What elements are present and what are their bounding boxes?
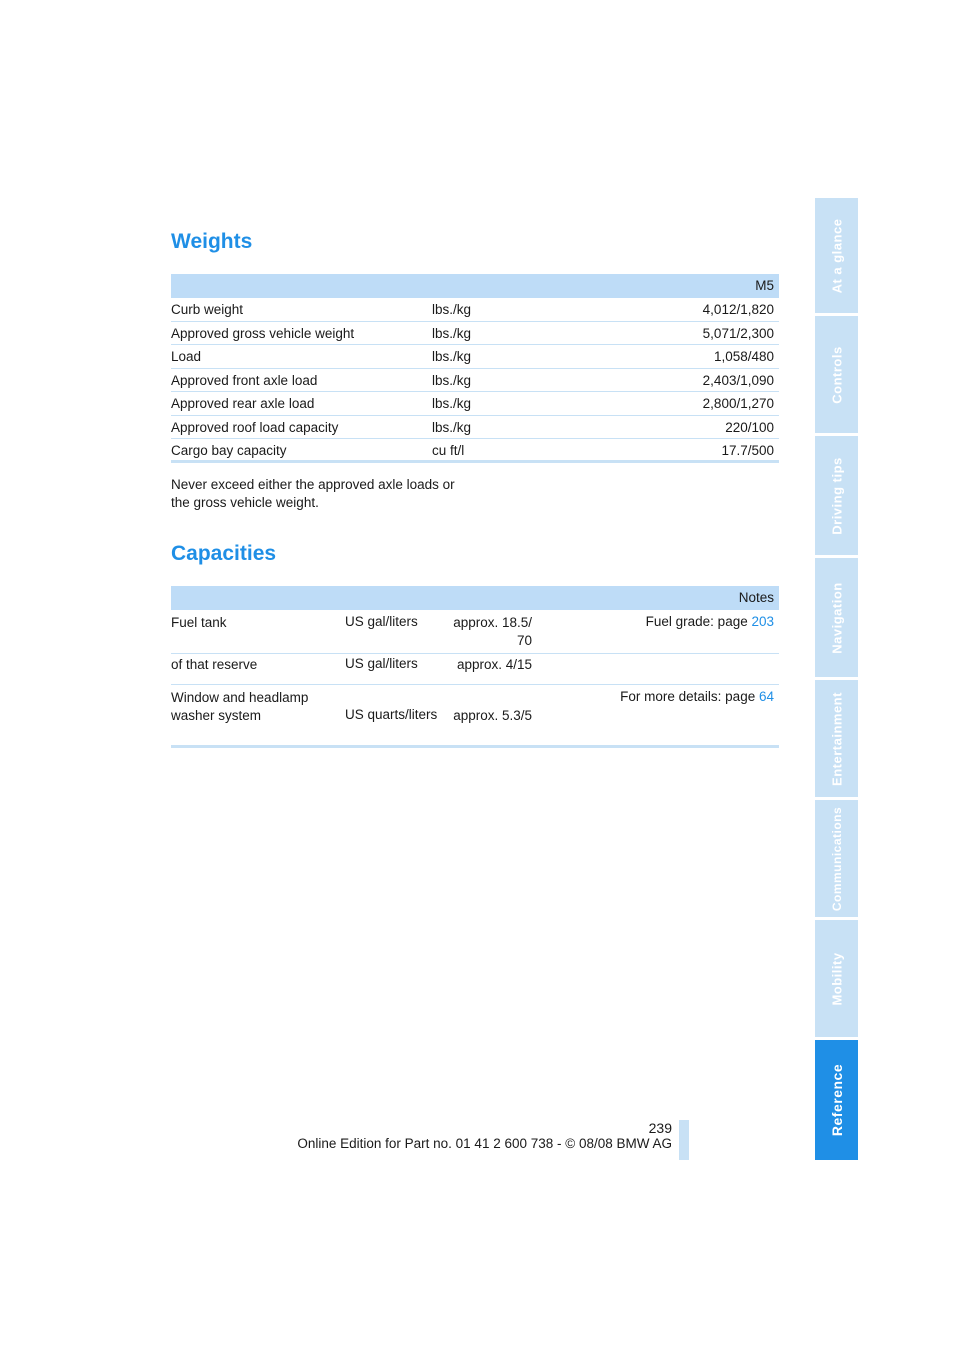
side-tab-reference[interactable] <box>815 1040 858 1160</box>
side-tab-label: Reference <box>828 1063 845 1137</box>
side-tab-controls[interactable] <box>815 316 858 433</box>
row-amount: approx. 5.3/5 <box>453 708 532 723</box>
side-tab-entertainment[interactable] <box>815 680 858 797</box>
row-amount <box>453 614 532 650</box>
table-row <box>171 439 779 463</box>
side-tab-driving-tips[interactable] <box>815 436 858 555</box>
page-link[interactable]: 64 <box>758 689 774 704</box>
weights-note <box>171 476 471 512</box>
weights-note-line2: the gross vehicle weight. <box>171 495 319 510</box>
edition-line: Online Edition for Part no. 01 41 2 600 738 - © 08/08 BMW AG <box>297 1136 672 1151</box>
row-unit: lbs./kg <box>432 372 472 388</box>
row-label: Approved roof load capacity <box>171 419 339 435</box>
capacities-heading: Capacities <box>171 542 277 565</box>
row-label: Load <box>171 349 202 364</box>
weights-heading: Weights <box>171 230 253 253</box>
side-tab-label: Mobility <box>829 951 844 1006</box>
weights-note-line1: Never exceed either the approved axle loads or <box>171 477 455 492</box>
row-label: Approved gross vehicle weight <box>171 325 355 341</box>
capacities-column-header: Notes <box>171 586 779 610</box>
row-label <box>171 689 308 725</box>
row-note <box>646 614 774 629</box>
side-tab-communications[interactable] <box>815 800 858 917</box>
table-row <box>171 610 779 654</box>
row-value: 5,071/2,300 <box>702 325 774 341</box>
capacities-table <box>171 586 779 748</box>
row-amount-line1: approx. 18.5/ <box>453 615 532 630</box>
row-note-text: For more details: page <box>620 689 759 704</box>
row-label-line1: Window and headlamp <box>171 690 309 705</box>
row-amount: approx. 4/15 <box>456 657 532 672</box>
row-value: 2,800/1,270 <box>702 396 774 411</box>
side-tab-label: At a glance <box>829 218 844 293</box>
row-label: Approved front axle load <box>171 372 318 388</box>
page-number: 239 <box>648 1120 672 1136</box>
row-value: 2,403/1,090 <box>702 372 774 388</box>
row-label: of that reserve <box>171 657 258 672</box>
table-row <box>171 369 779 393</box>
table-row <box>171 298 779 322</box>
row-amount-line2: 70 <box>516 633 532 648</box>
row-value: 220/100 <box>725 419 774 435</box>
side-tab-mobility[interactable] <box>815 920 858 1037</box>
table-row <box>171 322 779 346</box>
table-row <box>171 654 779 674</box>
side-tab-navigation[interactable] <box>815 558 858 677</box>
weights-table <box>171 274 779 463</box>
side-tab-label: Entertainment <box>829 691 844 786</box>
side-tab-at-a-glance[interactable] <box>815 198 858 313</box>
table-row <box>171 684 779 748</box>
row-unit: lbs./kg <box>432 349 472 364</box>
row-unit: US gal/liters <box>345 656 418 671</box>
row-label: Approved rear axle load <box>171 396 315 411</box>
row-label-line2: washer system <box>171 708 262 723</box>
table-row <box>171 345 779 369</box>
side-tab-label: Navigation <box>829 581 844 654</box>
row-label: Cargo bay capacity <box>171 443 287 458</box>
row-note <box>620 689 774 704</box>
row-label: Curb weight <box>171 302 244 317</box>
row-unit: lbs./kg <box>432 325 472 341</box>
page-link[interactable]: 203 <box>751 614 774 629</box>
table-row <box>171 416 779 440</box>
side-tab-label: Communications <box>829 806 844 911</box>
side-tab-label: Driving tips <box>829 456 844 535</box>
row-unit: lbs./kg <box>432 419 472 435</box>
weights-column-header: M5 <box>171 274 779 298</box>
row-unit: US gal/liters <box>345 614 418 629</box>
row-unit: US quarts/liters <box>345 707 438 722</box>
row-note-text: Fuel grade: page <box>645 614 752 629</box>
row-value: 4,012/1,820 <box>702 302 774 317</box>
row-unit: cu ft/l <box>432 443 465 458</box>
table-row <box>171 392 779 416</box>
side-tab-label: Controls <box>829 345 844 404</box>
row-unit: lbs./kg <box>432 302 472 317</box>
row-label: Fuel tank <box>171 615 227 630</box>
row-value: 1,058/480 <box>713 349 774 364</box>
row-value: 17.7/500 <box>721 443 774 458</box>
footer-bar <box>679 1120 689 1160</box>
row-unit: lbs./kg <box>432 396 472 411</box>
